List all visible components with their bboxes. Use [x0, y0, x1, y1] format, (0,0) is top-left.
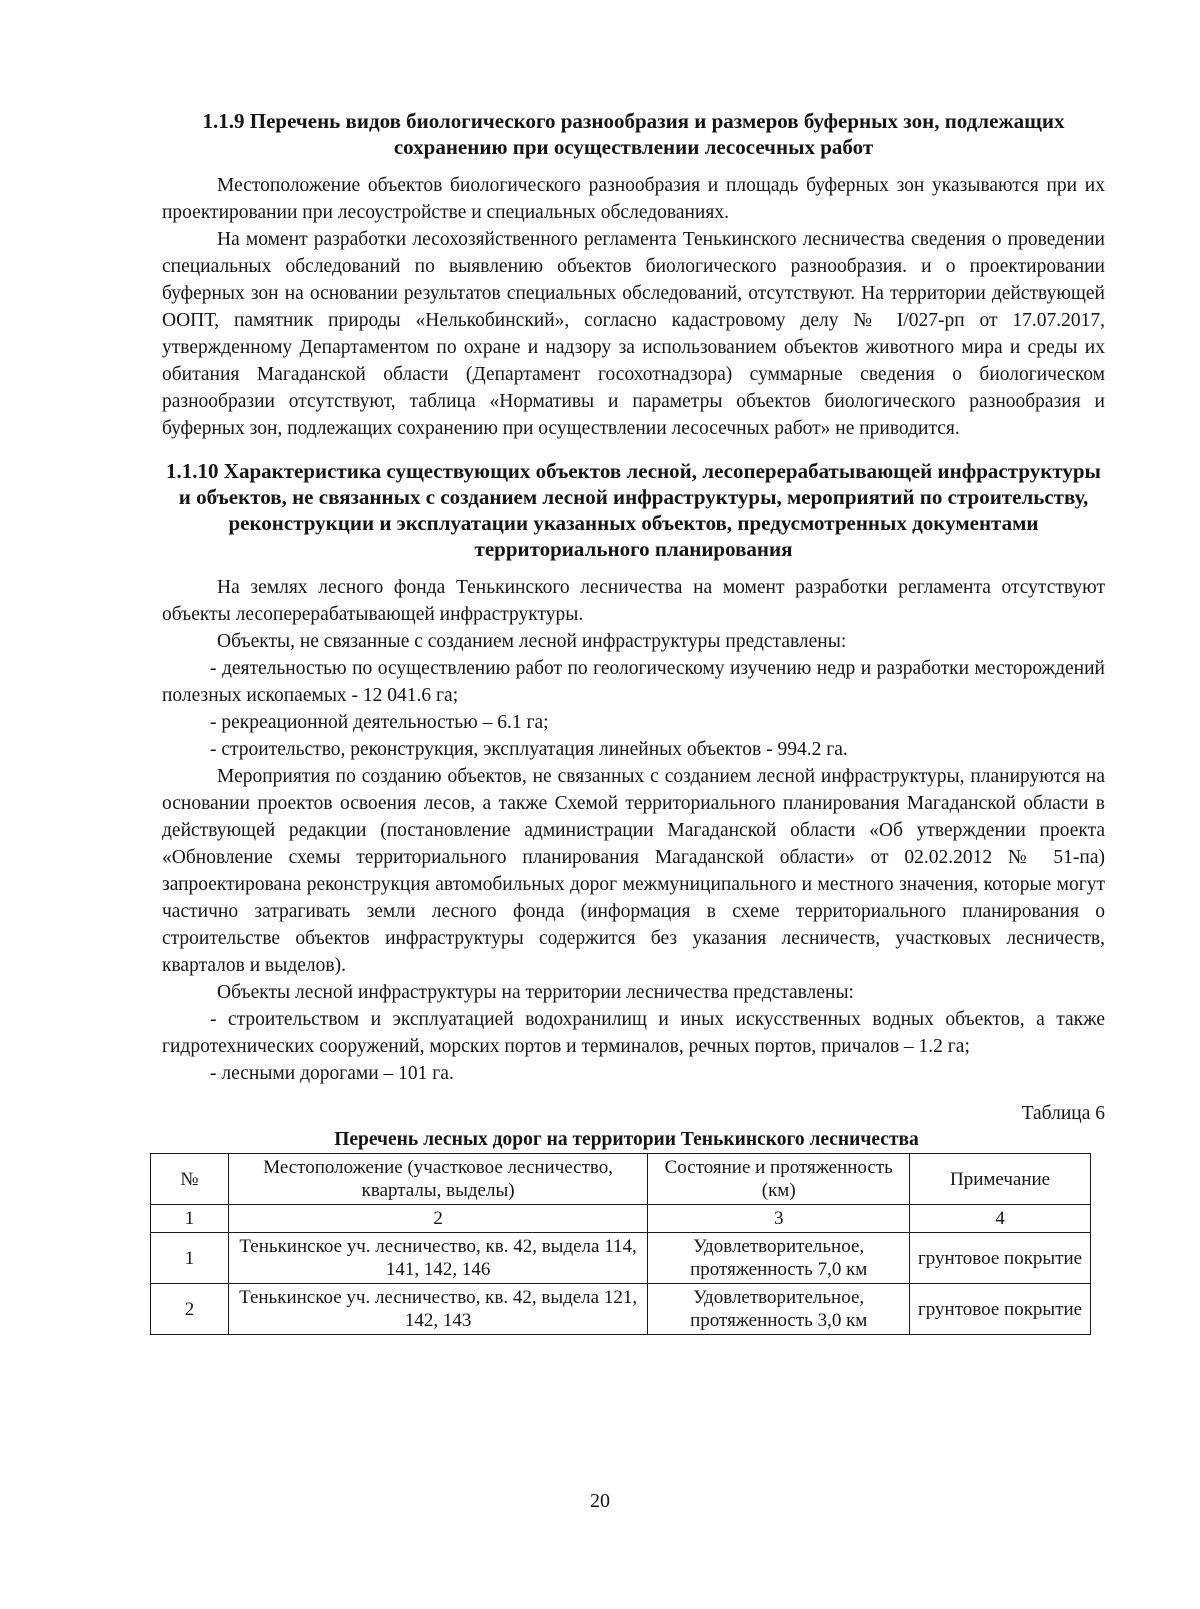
- table-header-row: [151, 1154, 1091, 1205]
- list-item: - строительство, реконструкция, эксплуатация линейных объектов - 994.2 га.: [210, 739, 848, 760]
- header-cell-location: Местоположение (участковое лесничество, кварталы, выделы): [228, 1154, 647, 1205]
- list-item: - лесными дорогами – 101 га.: [210, 1063, 454, 1084]
- list-item: - деятельностью по осуществлению работ по геологическому изучению недр и разработки месторождений полезных ископаемых - 12 041.6 га;: [162, 658, 1105, 706]
- table-cell: 4: [910, 1205, 1091, 1233]
- paragraph: На землях лесного фонда Тенькинского лесничества на момент разработки регламента отсутствуют объекты лесоперерабатывающей инфраструктуры.: [162, 577, 1105, 625]
- page-number: 20: [590, 1490, 610, 1512]
- table-cell: Тенькинское уч. лесничество, кв. 42, выдела 114, 141, 142, 146: [228, 1233, 647, 1284]
- list-item: - рекреационной деятельностью – 6.1 га;: [210, 712, 549, 733]
- list-item: - строительством и эксплуатацией водохранилищ и иных искусственных водных объектов, а также гидротехнических сооружений, морских портов и терминалов, речных портов, причалов – 1.2 га;: [162, 1009, 1105, 1057]
- table-cell: 2: [228, 1205, 647, 1233]
- table-cell: 1: [151, 1205, 229, 1233]
- paragraph: Мероприятия по созданию объектов, не связанных с созданием лесной инфраструктуры, планируются на основании проектов освоения лесов, а также Схемой территориального планирования Магаданской области в действующей редакции (постановление администрации Магаданской области «Об утверждении проекта «Обновление схемы территориального планирования Магаданской области» от 02.02.2012 № 51-па) запроектирована реконструкция автомобильных дорог межмуниципального и местного значения, которые могут частично затрагивать земли лесного фонда (информация в схеме территориального планирования о строительстве объектов инфраструктуры содержится без указания лесничеств, участковых лесничеств, кварталов и выделов).: [162, 766, 1105, 976]
- header-cell-number: №: [151, 1154, 229, 1205]
- forest-roads-table: [150, 1153, 1091, 1335]
- paragraph: Местоположение объектов биологического разнообразия и площадь буферных зон указываются при их проектировании при лесоустройстве и специальных обследованиях.: [162, 175, 1105, 223]
- table-cell: 2: [151, 1284, 229, 1335]
- table-row: [151, 1233, 1091, 1284]
- section-heading-1-1-10: 1.1.10 Характеристика существующих объектов лесной, лесоперерабатывающей инфраструктуры и объектов, не связанных с созданием лесной инфраструктуры, мероприятий по строительству, реконструкции и эксплуатации указанных объектов, предусмотренных документами территориального планирования: [166, 459, 1101, 561]
- table-cell: 3: [648, 1205, 910, 1233]
- paragraph: На момент разработки лесохозяйственного регламента Тенькинского лесничества сведения о проведении специальных обследований по выявлению объектов биологического разнообразия. и о проектировании буферных зон на основании результатов специальных обследований, отсутствуют. На территории действующей ООПТ, памятник природы «Нелькобинский», согласно кадастровому делу № I/027-рп от 17.07.2017, утвержденному Департаментом по охране и надзору за использованием объектов животного мира и среды их обитания Магаданской области (Департамент госохотнадзора) суммарные сведения о биологическом разнообразии отсутствуют, таблица «Нормативы и параметры объектов биологического разнообразия и буферных зон, подлежащих сохранению при осуществлении лесосечных работ» не приводится.: [162, 229, 1105, 439]
- table-title: Перечень лесных дорог на территории Тенькинского лесничества: [334, 1129, 919, 1150]
- section-heading-1-1-9: 1.1.9 Перечень видов биологического разнообразия и размеров буферных зон, подлежащих сохранению при осуществлении лесосечных работ: [202, 109, 1065, 159]
- table-cell: грунтовое покрытие: [910, 1233, 1091, 1284]
- paragraph: Объекты лесной инфраструктуры на территории лесничества представлены:: [217, 982, 854, 1003]
- table-cell: грунтовое покрытие: [910, 1284, 1091, 1335]
- table-cell: Тенькинское уч. лесничество, кв. 42, выдела 121, 142, 143: [228, 1284, 647, 1335]
- header-cell-note: Примечание: [910, 1154, 1091, 1205]
- table-cell: Удовлетворительное, протяженность 3,0 км: [648, 1284, 910, 1335]
- table-cell: 1: [151, 1233, 229, 1284]
- table-cell: Удовлетворительное, протяженность 7,0 км: [648, 1233, 910, 1284]
- table-caption: Таблица 6: [1021, 1103, 1105, 1124]
- paragraph: Объекты, не связанные с созданием лесной инфраструктуры представлены:: [217, 631, 847, 652]
- header-cell-state: Состояние и протяженность (км): [648, 1154, 910, 1205]
- table-numbering-row: [151, 1205, 1091, 1233]
- table-row: [151, 1284, 1091, 1335]
